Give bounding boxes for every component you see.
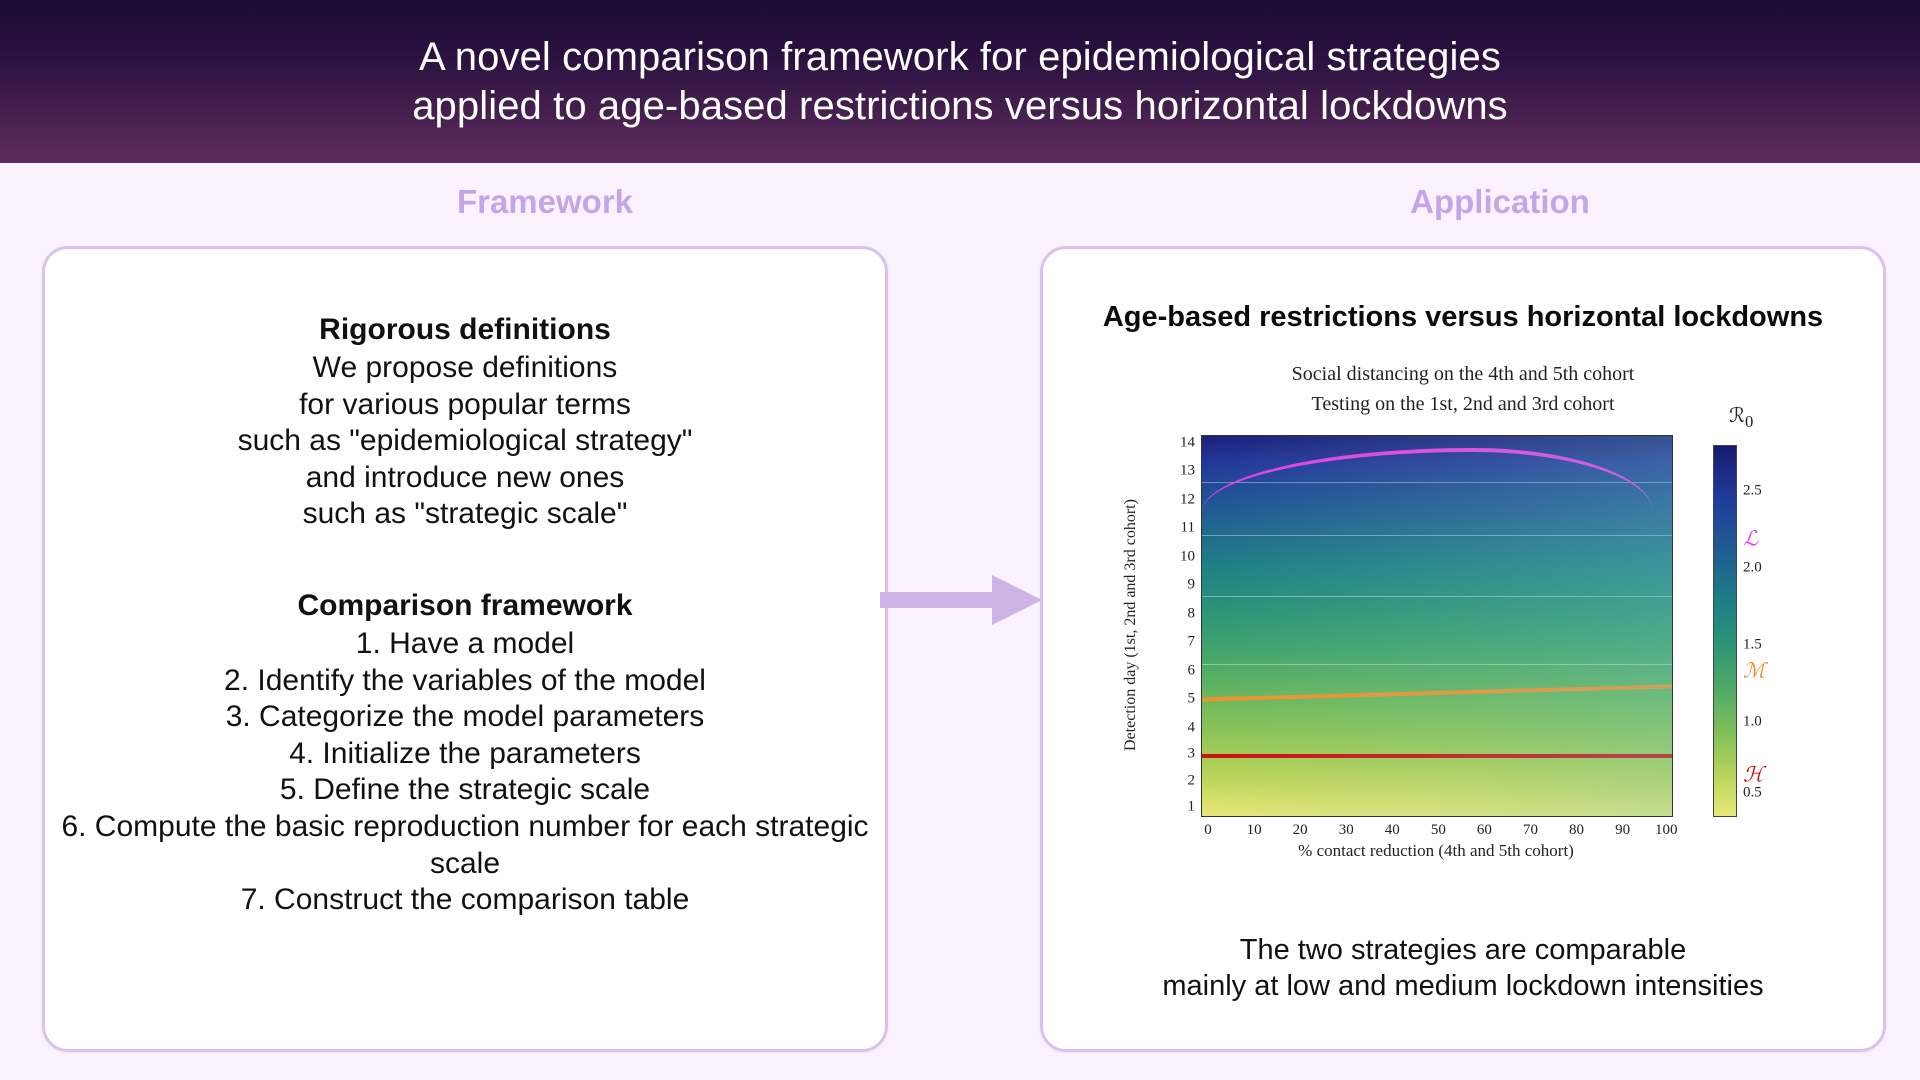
poster-header: [0, 0, 1920, 163]
y-tick: 8: [1187, 605, 1195, 622]
x-tick: 60: [1476, 822, 1492, 838]
contour-marker-M: ℳ: [1743, 658, 1766, 683]
arrow-shaft: [880, 592, 1000, 608]
application-card: [1040, 246, 1886, 1052]
y-tick: 14: [1180, 434, 1195, 451]
figure-title: [1103, 359, 1823, 419]
framework-card: [42, 246, 888, 1052]
contour-L: [1202, 448, 1653, 512]
x-tick: 70: [1522, 822, 1538, 838]
title-line-2: applied to age-based restrictions versus horizontal lockdowns: [412, 83, 1508, 128]
y-tick: 11: [1180, 519, 1195, 536]
colorbar-title: ℛ$_0$: [1729, 405, 1754, 431]
comparison-framework-block: [45, 589, 885, 919]
x-tick: 90: [1615, 822, 1631, 838]
colorbar-tick: 1.0: [1743, 713, 1762, 730]
comparison-framework-title: Comparison framework: [297, 589, 633, 622]
colorbar-tick: 2.5: [1743, 482, 1762, 499]
contour-H: [1202, 754, 1672, 758]
x-tick: 20: [1292, 822, 1308, 838]
x-axis-label: % contact reduction (4th and 5th cohort): [1298, 841, 1574, 860]
x-tick: 50: [1430, 822, 1446, 838]
contour-marker-H: ℋ: [1743, 762, 1764, 787]
y-tick: 10: [1180, 548, 1195, 565]
plot-area: [1180, 434, 1678, 838]
rigorous-definitions-title: Rigorous definitions: [319, 313, 611, 346]
list-item: 4. Initialize the parameters: [289, 736, 641, 770]
application-title: Age-based restrictions versus horizontal lockdowns: [1102, 301, 1824, 333]
comparison-steps-list: [45, 626, 885, 919]
y-tick: 5: [1187, 690, 1195, 707]
y-tick: 4: [1187, 719, 1195, 736]
arrow-head: [992, 575, 1042, 625]
figure-title-line-2: Testing on the 1st, 2nd and 3rd cohort: [1311, 393, 1615, 415]
colorbar-gradient: [1713, 445, 1737, 817]
figure-title-line-1: Social distancing on the 4th and 5th cohort: [1291, 363, 1635, 385]
caption-line-2: mainly at low and medium lockdown intensities: [1162, 970, 1764, 1003]
definitions-line: We propose definitions: [312, 351, 618, 384]
rigorous-definitions-block: [45, 313, 885, 533]
list-item: 3. Categorize the model parameters: [225, 700, 705, 734]
y-tick: 13: [1180, 462, 1195, 479]
x-tick: 30: [1338, 822, 1354, 838]
y-tick: 3: [1187, 745, 1195, 762]
colorbar-tick: 2.0: [1743, 559, 1762, 576]
colorbar-tick: 1.5: [1743, 636, 1762, 653]
y-tick: 7: [1187, 633, 1195, 650]
x-tick: 80: [1569, 822, 1585, 838]
caption-line-1: The two strategies are comparable: [1239, 934, 1687, 967]
title-line-1: A novel comparison framework for epidemiological strategies: [419, 34, 1501, 79]
y-tick: 6: [1187, 662, 1195, 679]
list-item: 7. Construct the comparison table: [240, 883, 690, 917]
heatmap-surface: [1201, 435, 1673, 817]
framework-heading: Framework: [456, 183, 634, 220]
colorbar-tick: 0.5: [1743, 784, 1762, 801]
page-title: [412, 33, 1508, 131]
colorbar: [1703, 405, 1823, 825]
application-caption: [1043, 933, 1883, 1005]
definitions-line: such as "strategic scale": [302, 497, 628, 531]
contour-M: [1202, 684, 1672, 701]
x-tick: 40: [1384, 822, 1400, 838]
x-tick: 10: [1246, 822, 1262, 838]
application-heading: Application: [1410, 183, 1590, 220]
x-tick: 0: [1204, 822, 1212, 838]
right-arrow-icon: [880, 575, 1045, 625]
y-axis-label: Detection day (1st, 2nd and 3rd cohort): [1122, 499, 1139, 751]
list-item: 2. Identify the variables of the model: [224, 663, 706, 697]
x-tick: 100: [1655, 822, 1678, 838]
contour-marker-L: ℒ: [1743, 526, 1759, 551]
heatmap-figure: [1103, 359, 1823, 889]
y-tick: 1: [1187, 798, 1195, 815]
definitions-line: such as "epidemiological strategy": [237, 424, 693, 458]
y-tick: 9: [1187, 576, 1195, 593]
list-item: 1. Have a model: [355, 627, 575, 660]
y-tick: 2: [1187, 772, 1195, 789]
list-item: 6. Compute the basic reproduction number for each strategic scale: [61, 809, 869, 880]
definitions-line: and introduce new ones: [305, 460, 625, 494]
definitions-line: for various popular terms: [299, 387, 631, 421]
list-item: 5. Define the strategic scale: [279, 773, 651, 807]
y-tick: 12: [1180, 491, 1195, 508]
